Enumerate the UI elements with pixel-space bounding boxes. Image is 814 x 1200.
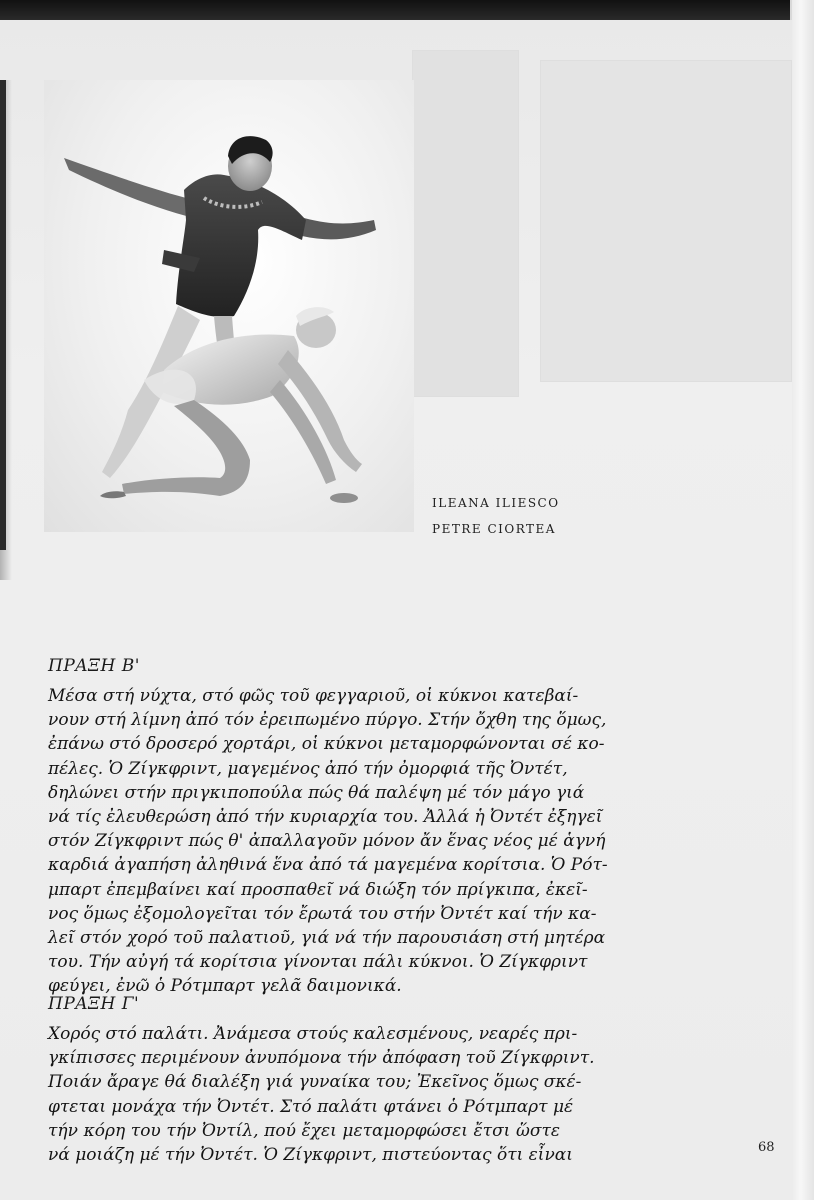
scan-top-border [0, 0, 790, 20]
text-line: μπαρτ ἐπεμβαίνει καί προσπαθεῖ νά διώξη τόν πρίγκιπα, ἐκεῖ- [48, 879, 588, 900]
facing-page-show-through [412, 50, 519, 397]
text-line: φεύγει, ἐνῶ ὁ Ρότμπαρτ γελᾶ δαιμονικά. [48, 976, 402, 997]
photo-caption-dancer-2: PETRE CIORTEA [432, 522, 556, 536]
text-line: καρδιά ἀγαπήση ἀληθινά ἕνα ἀπό τά μαγεμένα κορίτσια. Ὁ Ρότ- [48, 855, 608, 876]
act-three-heading: ΠΡΑΞΗ Γ' [48, 994, 140, 1014]
text-line: γκίπισσες περιμένουν ἀνυπόμονα τήν ἀπόφαση τοῦ Ζίγκφριντ. [48, 1048, 595, 1069]
text-line: νά μοιάζη μέ τήν Ὀντέτ. Ὁ Ζίγκφριντ, πιστεύοντας ὅτι εἶναι [48, 1144, 573, 1165]
text-line: δηλώνει στήν πριγκιποπούλα πώς θά παλέψη μέ τόν μάγο γιά [48, 782, 585, 803]
text-line: νουν στή λίμνη ἀπό τόν ἐρειπωμένο πύργο. Στήν ὄχθη της ὅμως, [48, 710, 607, 731]
act-two-heading: ΠΡΑΞΗ Β' [48, 656, 140, 676]
text-line: λεῖ στόν χορό τοῦ παλατιοῦ, γιά νά τήν παρουσιάση στή μητέρα [48, 927, 606, 948]
text-line: Χορός στό παλάτι. Ἀνάμεσα στούς καλεσμένους, νεαρές πρι- [48, 1024, 578, 1044]
scan-right-margin [792, 0, 814, 1200]
text-line: Ποιάν ἄραγε θά διαλέξη γιά γυναίκα του; Ἐκεῖνος ὅμως σκέ- [48, 1072, 582, 1093]
act-three-synopsis [48, 1022, 595, 1167]
text-line: τήν κόρη του τήν Ὀντίλ, πού ἔχει μεταμορφώσει ἔτσι ὥστε [48, 1120, 560, 1141]
facing-page-show-through [540, 60, 792, 382]
binding-edge [0, 80, 6, 550]
text-line: στόν Ζίγκφριντ πώς θ' ἀπαλλαγοῦν μόνον ἄν ἕνας νέος μέ ἁγνή [48, 831, 606, 852]
ballet-dancers-illustration [44, 80, 414, 532]
text-line: Μέσα στή νύχτα, στό φῶς τοῦ φεγγαριοῦ, οἱ κύκνοι κατεβαί- [48, 686, 579, 706]
act-two-synopsis [48, 684, 608, 998]
text-line: ἐπάνω στό δροσερό χορτάρι, οἱ κύκνοι μεταμορφώνονται σέ κο- [48, 734, 605, 755]
ballet-photo [44, 80, 414, 532]
text-line: νος ὅμως ἐξομολογεῖται τόν ἔρωτά του στήν Ὀντέτ καί τήν κα- [48, 903, 597, 924]
text-line: νά τίς ἐλευθερώση ἀπό τήν κυριαρχία του. Ἀλλά ἡ Ὀντέτ ἐξηγεῖ [48, 806, 603, 827]
text-line: πέλες. Ὁ Ζίγκφριντ, μαγεμένος ἀπό τήν ὀμορφιά τῆς Ὀντέτ, [48, 758, 568, 779]
photo-caption-dancer-1: ILEANA ILIESCO [432, 496, 560, 510]
page-number: 68 [758, 1140, 775, 1155]
text-line: φτεται μονάχα τήν Ὀντέτ. Στό παλάτι φτάνει ὁ Ρότμπαρτ μέ [48, 1096, 574, 1117]
text-line: του. Τήν αὐγή τά κορίτσια γίνονται πάλι κύκνοι. Ὁ Ζίγκφριντ [48, 952, 588, 973]
